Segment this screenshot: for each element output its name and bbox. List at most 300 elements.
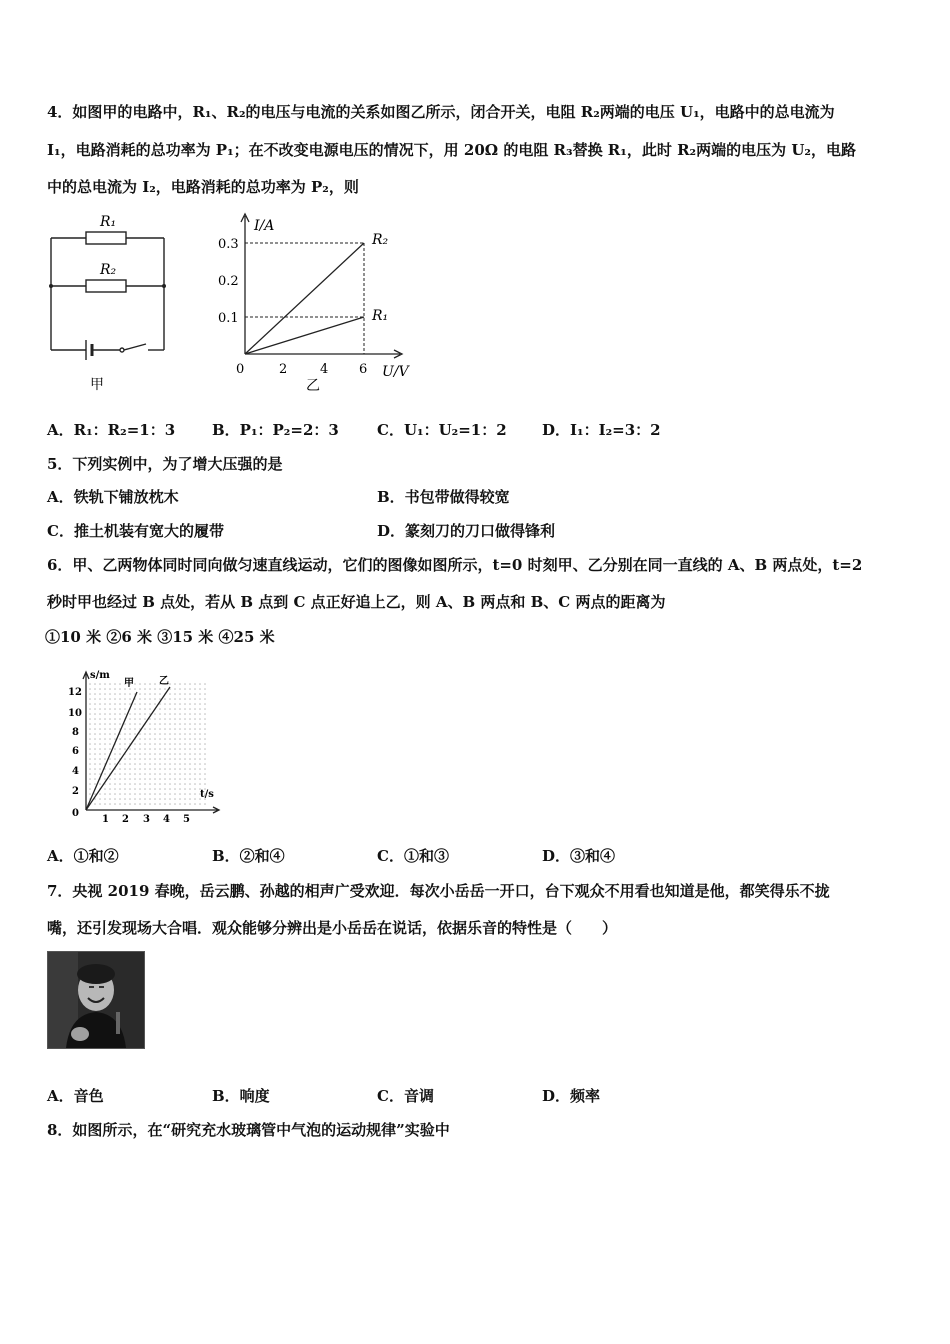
grid-dot	[169, 698, 171, 700]
grid-dot	[139, 773, 141, 775]
grid-dot	[114, 688, 116, 690]
grid-dot	[154, 768, 156, 770]
grid-dot	[104, 773, 106, 775]
grid-dot	[194, 723, 196, 725]
grid-dot	[139, 763, 141, 765]
grid-dot	[129, 733, 131, 735]
grid-dot	[89, 793, 91, 795]
grid-dot	[154, 783, 156, 785]
grid-dot	[199, 728, 201, 730]
grid-dot	[104, 733, 106, 735]
grid-dot	[189, 733, 191, 735]
grid-dot	[164, 798, 166, 800]
grid-dot	[89, 738, 91, 740]
grid-dot	[199, 758, 201, 760]
grid-dot	[169, 723, 171, 725]
grid-dot	[159, 778, 161, 780]
grid-dot	[179, 713, 181, 715]
st-ytick-10: 10	[68, 708, 82, 719]
grid-dot	[164, 748, 166, 750]
grid-dot	[184, 698, 186, 700]
grid-dot	[189, 753, 191, 755]
grid-dot	[174, 683, 176, 685]
grid-dot	[199, 708, 201, 710]
grid-dot	[174, 798, 176, 800]
q6-option-d[interactable]: D．③和④	[542, 847, 616, 865]
grid-dot	[144, 773, 146, 775]
grid-dot	[154, 698, 156, 700]
grid-dot	[149, 718, 151, 720]
grid-dot	[169, 783, 171, 785]
grid-dot	[134, 688, 136, 690]
grid-dot	[119, 703, 121, 705]
grid-dot	[124, 693, 126, 695]
grid-dot	[164, 768, 166, 770]
grid-dot	[139, 718, 141, 720]
grid-dot	[94, 698, 96, 700]
grid-dot	[174, 703, 176, 705]
grid-dot	[164, 723, 166, 725]
grid-dot	[204, 803, 206, 805]
grid-dot	[109, 788, 111, 790]
grid-dot	[154, 733, 156, 735]
grid-dot	[184, 693, 186, 695]
grid-dot	[194, 748, 196, 750]
grid-dot	[169, 778, 171, 780]
switch-pivot	[120, 348, 124, 352]
grid-dot	[89, 763, 91, 765]
grid-dot	[194, 703, 196, 705]
grid-dot	[154, 753, 156, 755]
xtick-2: 2	[279, 362, 288, 377]
grid-dot	[194, 708, 196, 710]
grid-dot	[189, 708, 191, 710]
xtick-0: 0	[236, 362, 245, 377]
grid-dot	[154, 763, 156, 765]
grid-dot	[159, 763, 161, 765]
grid-dot	[154, 728, 156, 730]
grid-dot	[184, 728, 186, 730]
grid-dot	[204, 693, 206, 695]
grid-dot	[179, 733, 181, 735]
grid-dot	[94, 683, 96, 685]
grid-dot	[174, 723, 176, 725]
grid-dot	[99, 723, 101, 725]
st-xtick-5: 5	[183, 814, 190, 825]
grid-dot	[164, 688, 166, 690]
grid-dot	[194, 683, 196, 685]
grid-dot	[164, 738, 166, 740]
grid-dot	[179, 793, 181, 795]
grid-dot	[114, 703, 116, 705]
grid-dot	[199, 773, 201, 775]
q6-option-a[interactable]: A．①和②	[47, 847, 119, 865]
grid-dot	[164, 763, 166, 765]
grid-dot	[134, 733, 136, 735]
grid-dot	[159, 738, 161, 740]
grid-dot	[109, 723, 111, 725]
grid-dot	[179, 698, 181, 700]
st-ytick-8: 8	[72, 727, 79, 738]
grid-dot	[89, 703, 91, 705]
grid-dot	[134, 713, 136, 715]
performer-photo	[47, 951, 145, 1049]
grid-dot	[119, 763, 121, 765]
grid-dot	[119, 723, 121, 725]
grid-dot	[139, 748, 141, 750]
grid-dot	[129, 803, 131, 805]
grid-dot	[189, 758, 191, 760]
grid-dot	[174, 743, 176, 745]
grid-dot	[164, 728, 166, 730]
grid-dot	[204, 783, 206, 785]
grid-dot	[94, 778, 96, 780]
grid-dot	[164, 733, 166, 735]
grid-dot	[174, 758, 176, 760]
grid-dot	[89, 733, 91, 735]
q7-option-a[interactable]: A．音色	[47, 1087, 104, 1105]
grid-dot	[194, 798, 196, 800]
grid-dot	[194, 688, 196, 690]
grid-dot	[129, 758, 131, 760]
grid-dot	[164, 698, 166, 700]
grid-dot	[169, 708, 171, 710]
grid-dot	[194, 758, 196, 760]
grid-dot	[199, 703, 201, 705]
grid-dot	[149, 683, 151, 685]
grid-dot	[124, 738, 126, 740]
grid-dot	[134, 753, 136, 755]
grid-dot	[124, 708, 126, 710]
grid-dot	[149, 793, 151, 795]
grid-dot	[159, 743, 161, 745]
grid-dot	[94, 723, 96, 725]
performer-photo-drawing	[48, 952, 144, 1048]
grid-dot	[124, 748, 126, 750]
grid-dot	[144, 733, 146, 735]
grid-dot	[94, 763, 96, 765]
grid-dot	[139, 768, 141, 770]
grid-dot	[164, 713, 166, 715]
q7-option-c[interactable]: C．音调	[377, 1087, 434, 1105]
grid-dot	[129, 698, 131, 700]
grid-dot	[134, 708, 136, 710]
q4-option-a[interactable]: A．R₁：R₂=1：3	[47, 421, 176, 439]
grid-dot	[99, 713, 101, 715]
grid-dot	[189, 723, 191, 725]
grid-dot	[184, 743, 186, 745]
grid-dot	[159, 723, 161, 725]
grid-dot	[139, 788, 141, 790]
grid-dot	[144, 718, 146, 720]
line-r2	[245, 243, 364, 354]
grid-dot	[149, 773, 151, 775]
grid-dot	[154, 793, 156, 795]
grid-dot	[89, 743, 91, 745]
grid-dot	[204, 773, 206, 775]
grid-dot	[179, 683, 181, 685]
grid-dot	[189, 713, 191, 715]
grid-dot	[109, 798, 111, 800]
grid-dot	[189, 773, 191, 775]
grid-dot	[109, 778, 111, 780]
grid-dot	[94, 758, 96, 760]
grid-dot	[119, 773, 121, 775]
grid-dot	[99, 803, 101, 805]
grid-dot	[184, 748, 186, 750]
grid-dot	[124, 698, 126, 700]
grid-dot	[99, 773, 101, 775]
grid-dot	[109, 738, 111, 740]
q5-option-a[interactable]: A．铁轨下铺放枕木	[47, 488, 179, 506]
grid-dot	[179, 728, 181, 730]
grid-dot	[149, 753, 151, 755]
grid-dot	[199, 718, 201, 720]
grid-dot	[104, 758, 106, 760]
st-ytick-0: 0	[72, 808, 79, 819]
grid-dot	[124, 778, 126, 780]
q5-option-b[interactable]: B．书包带做得较宽	[377, 488, 510, 506]
grid-dot	[179, 743, 181, 745]
grid-dot	[119, 768, 121, 770]
q5-option-c[interactable]: C．推土机装有宽大的履带	[47, 522, 224, 540]
grid-dot	[129, 738, 131, 740]
grid-dot	[199, 753, 201, 755]
grid-dot	[99, 688, 101, 690]
grid-dot	[179, 768, 181, 770]
grid-dot	[119, 748, 121, 750]
grid-dot	[174, 783, 176, 785]
grid-dot	[199, 778, 201, 780]
grid-dot	[129, 718, 131, 720]
grid-dot	[139, 688, 141, 690]
grid-dot	[99, 758, 101, 760]
grid-dot	[109, 793, 111, 795]
q4-stem-line3: 中的总电流为 I₂，电路消耗的总功率为 P₂，则	[47, 178, 359, 196]
grid-dot	[94, 773, 96, 775]
label-yi: 乙	[159, 676, 169, 687]
grid-dot	[114, 713, 116, 715]
grid-dot	[204, 713, 206, 715]
grid-dot	[129, 703, 131, 705]
grid-dot	[134, 718, 136, 720]
grid-dot	[134, 723, 136, 725]
grid-dot	[89, 778, 91, 780]
grid-dot	[104, 723, 106, 725]
grid-dot	[149, 748, 151, 750]
grid-dot	[149, 733, 151, 735]
grid-dot	[199, 768, 201, 770]
grid-dot	[169, 728, 171, 730]
grid-dot	[104, 693, 106, 695]
grid-dot	[89, 773, 91, 775]
grid-dot	[124, 788, 126, 790]
grid-dot	[154, 748, 156, 750]
st-xtick-2: 2	[122, 814, 129, 825]
grid-dot	[179, 723, 181, 725]
grid-dot	[109, 713, 111, 715]
grid-dot	[94, 803, 96, 805]
grid-dot	[154, 773, 156, 775]
grid-dot	[89, 768, 91, 770]
grid-dot	[119, 693, 121, 695]
grid-dot	[114, 738, 116, 740]
grid-dot	[149, 778, 151, 780]
q6-st-graph	[58, 664, 233, 830]
grid-dot	[144, 768, 146, 770]
grid-dot	[99, 738, 101, 740]
grid-dot	[204, 748, 206, 750]
grid-dot	[124, 803, 126, 805]
grid-dot	[159, 768, 161, 770]
q4-option-b[interactable]: B．P₁：P₂=2：3	[212, 421, 339, 439]
grid-dot	[94, 688, 96, 690]
grid-dot	[199, 688, 201, 690]
grid-dot	[144, 703, 146, 705]
xtick-4: 4	[320, 362, 329, 377]
grid-dot	[99, 733, 101, 735]
q6-option-c[interactable]: C．①和③	[377, 847, 449, 865]
grid-dot	[149, 728, 151, 730]
grid-dot	[134, 793, 136, 795]
grid-dot	[194, 773, 196, 775]
q4-option-d[interactable]: D．I₁：I₂=3：2	[542, 421, 661, 439]
grid-dot	[174, 733, 176, 735]
grid-dot	[134, 748, 136, 750]
grid-dot	[194, 713, 196, 715]
q6-choices: ①10 米 ②6 米 ③15 米 ④25 米	[45, 628, 275, 646]
grid-dot	[194, 788, 196, 790]
grid-dot	[129, 788, 131, 790]
q7-stem-line1: 7．央视 2019 春晚，岳云鹏、孙越的相声广受欢迎．每次小岳岳一开口，台下观众不用看也知道是他，都笑得乐不拢	[47, 882, 830, 900]
grid-dot	[184, 713, 186, 715]
grid-dot	[164, 773, 166, 775]
grid-dot	[134, 798, 136, 800]
q6-stem-line1: 6．甲、乙两物体同时同向做匀速直线运动，它们的图像如图所示，t=0 时刻甲、乙分别在同一直线的 A、B 两点处，t=2	[47, 556, 863, 574]
grid-dot	[144, 743, 146, 745]
circuit-label-r1: R₁	[100, 214, 117, 230]
grid-dot	[189, 738, 191, 740]
grid-dot	[194, 778, 196, 780]
grid-dot	[154, 758, 156, 760]
grid-dot	[149, 723, 151, 725]
grid-dot	[99, 683, 101, 685]
grid-dot	[139, 693, 141, 695]
grid-dot	[119, 803, 121, 805]
grid-dot	[114, 758, 116, 760]
grid-dot	[104, 753, 106, 755]
grid-dot	[89, 728, 91, 730]
grid-dot	[184, 758, 186, 760]
grid-dot	[179, 763, 181, 765]
grid-dot	[179, 738, 181, 740]
grid-dot	[164, 708, 166, 710]
grid-dot	[149, 698, 151, 700]
grid-dot	[109, 718, 111, 720]
grid-dot	[104, 788, 106, 790]
q8-stem: 8．如图所示，在“研究充水玻璃管中气泡的运动规律”实验中	[47, 1121, 450, 1139]
grid-dot	[129, 773, 131, 775]
grid-dot	[94, 748, 96, 750]
grid-dot	[169, 763, 171, 765]
grid-dot	[204, 733, 206, 735]
grid-dot	[184, 733, 186, 735]
line-yi	[86, 687, 170, 810]
grid-dot	[169, 738, 171, 740]
grid-dot	[109, 693, 111, 695]
grid-dot	[99, 743, 101, 745]
grid-dot	[154, 688, 156, 690]
grid-dot	[114, 748, 116, 750]
grid-dot	[194, 738, 196, 740]
grid-dot	[154, 788, 156, 790]
grid-dot	[134, 743, 136, 745]
grid-dot	[104, 718, 106, 720]
grid-dot	[139, 683, 141, 685]
grid-dot	[129, 693, 131, 695]
grid-dot	[149, 743, 151, 745]
grid-dot	[119, 753, 121, 755]
grid-dot	[169, 713, 171, 715]
grid-dot	[184, 798, 186, 800]
q5-option-d[interactable]: D．篆刻刀的刀口做得锋利	[377, 522, 556, 540]
grid-dot	[194, 763, 196, 765]
grid-dot	[169, 793, 171, 795]
grid-dot	[169, 768, 171, 770]
grid-dot	[199, 748, 201, 750]
grid-dot	[204, 703, 206, 705]
grid-dot	[134, 683, 136, 685]
grid-dot	[159, 773, 161, 775]
grid-dot	[119, 718, 121, 720]
grid-dot	[184, 793, 186, 795]
grid-dot	[104, 708, 106, 710]
grid-dot	[159, 693, 161, 695]
grid-dot	[89, 683, 91, 685]
grid-dot	[169, 753, 171, 755]
grid-dot	[139, 713, 141, 715]
grid-dot	[189, 698, 191, 700]
q6-option-b[interactable]: B．②和④	[212, 847, 285, 865]
q7-option-b[interactable]: B．响度	[212, 1087, 270, 1105]
grid-dot	[154, 798, 156, 800]
grid-dot	[119, 688, 121, 690]
grid-dot	[174, 738, 176, 740]
grid-dot	[199, 683, 201, 685]
grid-dot	[154, 718, 156, 720]
grid-dot	[164, 753, 166, 755]
grid-dot	[139, 753, 141, 755]
q4-option-c[interactable]: C．U₁：U₂=1：2	[377, 421, 507, 439]
grid-dot	[149, 703, 151, 705]
grid-dot	[189, 728, 191, 730]
grid-dot	[154, 713, 156, 715]
q7-option-d[interactable]: D．频率	[542, 1087, 601, 1105]
grid-dot	[184, 708, 186, 710]
grid-dot	[189, 783, 191, 785]
grid-dot	[104, 713, 106, 715]
grid-dot	[169, 748, 171, 750]
grid-dot	[164, 758, 166, 760]
grid-dot	[189, 718, 191, 720]
grid-dot	[99, 763, 101, 765]
grid-dot	[104, 703, 106, 705]
grid-dot	[154, 778, 156, 780]
grid-dot	[149, 738, 151, 740]
grid-dot	[129, 748, 131, 750]
grid-dot	[159, 748, 161, 750]
grid-dot	[114, 733, 116, 735]
